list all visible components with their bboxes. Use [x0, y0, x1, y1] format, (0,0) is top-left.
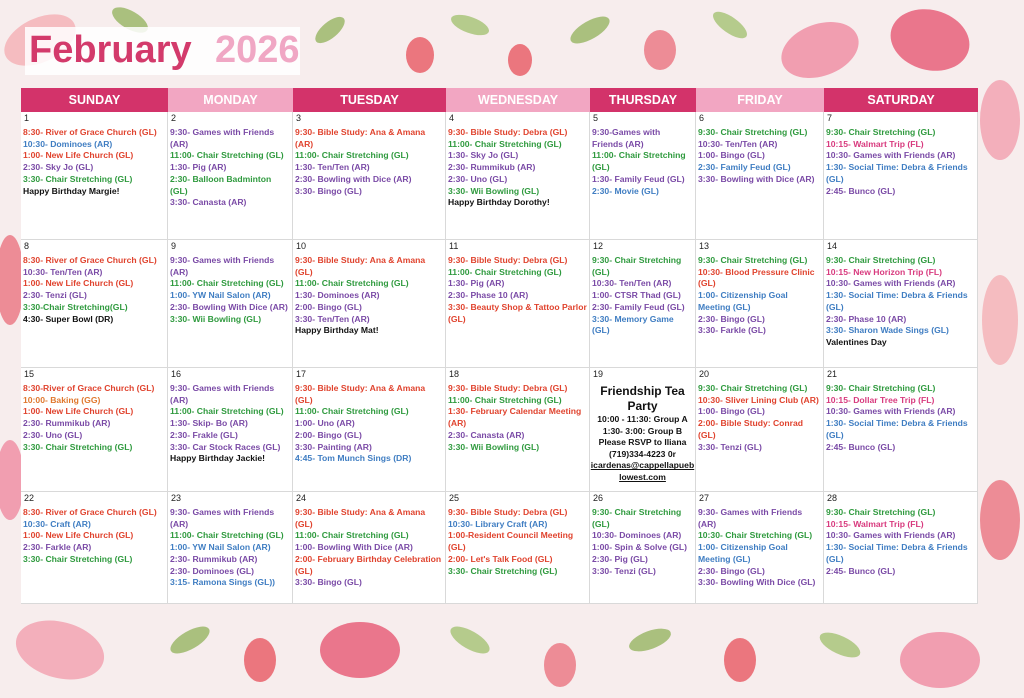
- day-number: 21: [827, 369, 838, 379]
- event-item: 1:30- Pig (AR): [448, 278, 505, 289]
- event-item: 9:30- Chair Stretching (GL): [592, 507, 682, 529]
- event-item: 1:00- Uno (AR): [295, 418, 355, 429]
- day-number: 2: [171, 113, 177, 123]
- event-item: 2:30- Dominoes (GL): [170, 565, 255, 576]
- event-list: [826, 383, 975, 453]
- event-item: 10:30- Sliver Lining Club (AR): [698, 394, 819, 405]
- event-item: 3:30- Ten/Ten (AR): [295, 313, 370, 324]
- day-cell: [21, 240, 168, 368]
- event-item: 2:30- Frakle (GL): [170, 429, 238, 440]
- day-number: 7: [827, 113, 833, 123]
- event-item: 2:30- Rummikub (AR): [448, 162, 536, 173]
- event-item: 10:30- Games with Friends (AR): [826, 530, 956, 541]
- day-number: 1: [24, 113, 30, 123]
- event-item: 3:30-Chair Stretching(GL): [23, 301, 128, 312]
- event-item: 1:00- Citizenship Goal Meeting (GL): [698, 542, 788, 564]
- event-list: [170, 507, 290, 589]
- event-list: [170, 255, 290, 325]
- event-item: 10:15- Walmart Trip (FL): [826, 138, 924, 149]
- event-item: 1:30- Social Time: Debra & Friends (GL): [826, 418, 968, 440]
- event-list: [23, 383, 165, 453]
- event-item: 3:30- Wii Bowling (GL): [170, 313, 262, 324]
- event-item: 2:00- February Birthday Celebration (GL): [295, 553, 442, 576]
- event-item: 1:00- Bingo (GL): [698, 150, 765, 161]
- event-detail-line: Please RSVP to Iliana: [598, 437, 687, 448]
- day-number: 28: [827, 493, 838, 503]
- event-item: 2:30- Uno (GL): [448, 173, 508, 184]
- event-item: 1:00- Citizenship Goal Meeting (GL): [698, 290, 788, 312]
- event-item: 1:30- Social Time: Debra & Friends (GL): [826, 162, 968, 184]
- day-number: 19: [593, 369, 604, 379]
- event-item: 3:30- Sharon Wade Sings (GL): [826, 325, 949, 336]
- event-list: [448, 383, 587, 453]
- day-cell: [446, 240, 590, 368]
- day-number: 5: [593, 113, 599, 123]
- event-item: 3:30- Painting (AR): [295, 441, 372, 452]
- event-item: 1:00- New Life Church (GL): [23, 530, 134, 541]
- event-item: 3:30- Chair Stretching (GL): [23, 173, 133, 184]
- event-item: 2:30- Bingo (GL): [698, 565, 765, 576]
- event-item: 2:45- Bunco (GL): [826, 441, 896, 452]
- event-item: 1:30- Skip- Bo (AR): [170, 418, 248, 429]
- day-number: 8: [24, 241, 30, 251]
- event-item: 9:30- Bible Study: Ana & Amana (GL): [295, 383, 426, 405]
- event-item: 1:00- Bowling With Dice (AR): [295, 542, 413, 553]
- friendship-tea-party-notice: [590, 384, 695, 484]
- event-list: [448, 127, 587, 209]
- weekday-header: FRIDAY: [696, 88, 824, 112]
- event-item: 1:30- Dominoes (AR): [295, 290, 380, 301]
- day-cell: [446, 492, 590, 604]
- event-list: [448, 507, 587, 577]
- day-number: 24: [296, 493, 307, 503]
- event-item: 10:15- Dollar Tree Trip (FL): [826, 394, 935, 405]
- event-item: 2:30- Tenzi (GL): [23, 290, 87, 301]
- day-cell: [824, 492, 978, 604]
- day-cell: [293, 112, 446, 240]
- event-item: 9:30- Chair Stretching (GL): [698, 383, 808, 393]
- day-cell: [824, 112, 978, 240]
- event-item: 1:00- New Life Church (GL): [23, 150, 134, 161]
- day-cell: [293, 492, 446, 604]
- event-list: [826, 255, 975, 349]
- event-item: 3:30- Bingo (GL): [295, 185, 362, 196]
- event-item: 10:30- Ten/Ten (AR): [698, 138, 778, 149]
- event-item: 10:30- Library Craft (AR): [448, 518, 548, 529]
- event-item: 9:30- Games with Friends (AR): [170, 507, 275, 529]
- event-list: [295, 255, 443, 337]
- day-cell: [696, 240, 824, 368]
- event-item: 11:00- Chair Stretching (GL): [295, 530, 409, 541]
- calendar-title: [25, 27, 300, 75]
- day-cell: [21, 492, 168, 604]
- event-detail-line: 10:00 - 11:30: Group A: [597, 414, 688, 424]
- event-item: 9:30- Chair Stretching (GL): [826, 383, 936, 393]
- event-item: 3:30- Tenzi (GL): [592, 565, 656, 576]
- event-item: 10:00- Baking (GG): [23, 394, 101, 405]
- event-item: 11:00- Chair Stretching (GL): [448, 266, 562, 277]
- rsvp-email-link[interactable]: icardenas@cappellapueblowest.com: [590, 460, 695, 482]
- event-item: 11:00- Chair Stretching (GL): [295, 150, 409, 161]
- day-cell: [696, 492, 824, 604]
- event-item: 2:30- Bowling With Dice (AR): [170, 301, 288, 312]
- event-item: 1:30- Sky Jo (GL): [448, 150, 519, 161]
- event-item: 2:30- Family Feud (GL): [592, 301, 685, 312]
- event-item: 11:00- Chair Stretching (GL): [170, 406, 284, 417]
- weekday-header: SATURDAY: [824, 88, 978, 112]
- event-list: [23, 127, 165, 197]
- event-list: [448, 255, 587, 325]
- event-item: 9:30- Games with Friends (AR): [170, 127, 275, 149]
- calendar-grid: [21, 88, 978, 604]
- event-item: 9:30- Chair Stretching (GL): [826, 507, 936, 517]
- event-list: [170, 127, 290, 209]
- event-item: 11:00- Chair Stretching (GL): [295, 278, 409, 289]
- event-item: 1:30- Social Time: Debra & Friends (GL): [826, 542, 968, 564]
- event-item: 2:30- Balloon Badminton (GL): [170, 173, 272, 196]
- event-list: [295, 383, 443, 465]
- month-label: February: [29, 29, 192, 71]
- event-item: 9:30- Bible Study: Ana & Amana (GL): [295, 507, 426, 529]
- event-item: 10:30- Games with Friends (AR): [826, 150, 956, 161]
- event-item: 9:30- Chair Stretching (GL): [826, 127, 936, 137]
- event-item: 2:00- Bingo (GL): [295, 429, 362, 440]
- weekday-header: SUNDAY: [21, 88, 168, 112]
- event-list: [23, 507, 165, 566]
- day-cell: [696, 368, 824, 492]
- event-item: 3:30- Chair Stretching (GL): [448, 565, 558, 576]
- day-cell: [168, 492, 293, 604]
- event-item: 1:30- Pig (AR): [170, 162, 227, 173]
- event-item: 3:30- Memory Game (GL): [592, 313, 674, 336]
- event-item: 1:00- New Life Church (GL): [23, 406, 134, 417]
- day-number: 14: [827, 241, 838, 251]
- event-item: Happy Birthday Dorothy!: [448, 197, 550, 208]
- event-detail-line: 1:30- 3:00: Group B: [602, 425, 683, 436]
- day-number: 11: [449, 241, 459, 251]
- event-list: [592, 507, 693, 577]
- day-number: 15: [24, 369, 35, 379]
- event-item: 2:30- Pig (GL): [592, 553, 648, 564]
- day-cell: [446, 112, 590, 240]
- event-item: 11:00- Chair Stretching (GL): [170, 530, 284, 541]
- event-item: 9:30- Bible Study: Debra (GL): [448, 383, 568, 393]
- day-cell: [446, 368, 590, 492]
- event-item: 3:30- Wii Bowling (GL): [448, 185, 540, 196]
- event-item: 8:30-River of Grace Church (GL): [23, 383, 155, 393]
- event-item: 9:30- Bible Study: Debra (GL): [448, 127, 568, 137]
- event-title: Friendship Tea Party: [600, 384, 685, 413]
- event-item: Valentines Day: [826, 336, 887, 347]
- day-cell: [168, 240, 293, 368]
- event-item: 10:30- Dominoes (AR): [23, 138, 113, 149]
- event-item: 9:30- Chair Stretching (GL): [592, 255, 682, 277]
- event-list: [698, 127, 821, 186]
- day-cell: [293, 240, 446, 368]
- event-item: 10:30- Ten/Ten (AR): [592, 278, 672, 289]
- event-item: 9:30- Bible Study: Ana & Amana (AR): [295, 127, 426, 149]
- event-item: 2:30- Bingo (GL): [698, 313, 765, 324]
- event-item: 2:30- Phase 10 (AR): [448, 290, 529, 301]
- event-item: 2:00- Let's Talk Food (GL): [448, 553, 553, 564]
- event-item: 1:00- Spin & Solve (GL): [592, 542, 688, 553]
- event-item: 9:30- Bible Study: Debra (GL): [448, 507, 568, 517]
- event-item: 10:15- Walmart Trip (FL): [826, 518, 924, 529]
- event-item: 3:30- Tenzi (GL): [698, 441, 762, 452]
- day-cell: [590, 112, 696, 240]
- event-detail-line: (719)334-4223 0r: [609, 448, 676, 459]
- event-item: 3:30- Chair Stretching (GL): [23, 441, 133, 452]
- event-item: 11:00- Chair Stretching (GL): [295, 406, 409, 417]
- event-item: 1:00- YW Nail Salon (AR): [170, 290, 271, 301]
- event-item: 2:30- Sky Jo (GL): [23, 162, 94, 173]
- event-item: 4:45- Tom Munch Sings (DR): [295, 453, 412, 464]
- day-number: 27: [699, 493, 710, 503]
- event-item: 3:30- Bowling with Dice (AR): [698, 173, 815, 184]
- event-list: [826, 507, 975, 577]
- event-list: [826, 127, 975, 197]
- day-cell: [590, 368, 696, 492]
- day-cell: [824, 368, 978, 492]
- event-item: 3:30- Car Stock Races (GL): [170, 441, 281, 452]
- day-number: 25: [449, 493, 460, 503]
- day-number: 12: [593, 241, 604, 251]
- event-item: 3:30- Farkle (GL): [698, 325, 766, 336]
- day-number: 26: [593, 493, 604, 503]
- event-item: 2:00- Bible Study: Conrad (GL): [698, 418, 804, 440]
- event-item: 3:30- Chair Stretching (GL): [23, 553, 133, 564]
- event-item: Happy Birthday Mat!: [295, 325, 379, 336]
- day-cell: [824, 240, 978, 368]
- event-item: 10:30- Craft (AR): [23, 518, 91, 529]
- event-item: 2:30- Rummikub (AR): [170, 553, 258, 564]
- day-cell: [696, 112, 824, 240]
- day-number: 22: [24, 493, 35, 503]
- event-list: [698, 507, 821, 589]
- event-item: 11:00- Chair Stretching (GL): [170, 150, 284, 161]
- event-item: 3:30- Canasta (AR): [170, 197, 247, 208]
- event-item: 10:30- Games with Friends (AR): [826, 406, 956, 417]
- event-item: 9:30-Games with Friends (AR): [592, 127, 661, 149]
- day-cell: [168, 112, 293, 240]
- day-cell: [293, 368, 446, 492]
- event-item: 2:30- Phase 10 (AR): [826, 313, 907, 324]
- event-item: 9:30- Chair Stretching (GL): [826, 255, 936, 265]
- day-number: 13: [699, 241, 710, 251]
- day-cell: [21, 112, 168, 240]
- event-item: 10:30- Chair Stretching (GL): [698, 530, 813, 541]
- event-item: 2:00- Bingo (GL): [295, 301, 362, 312]
- event-item: 2:45- Bunco (GL): [826, 565, 896, 576]
- event-item: 1:00- Bingo (GL): [698, 406, 765, 417]
- day-cell: [590, 492, 696, 604]
- event-item: 3:15- Ramona Sings (GL)): [170, 577, 276, 588]
- event-item: 9:30- Chair Stretching (GL): [698, 255, 808, 265]
- event-item: 2:30- Canasta (AR): [448, 429, 525, 440]
- event-item: 9:30- Games with Friends (AR): [170, 383, 275, 405]
- event-item: 11:00- Chair Stretching (GL): [448, 138, 562, 149]
- event-item: 2:30- Family Feud (GL): [698, 162, 791, 173]
- event-list: [170, 383, 290, 465]
- event-item: 2:30- Bowling with Dice (AR): [295, 173, 412, 184]
- event-item: Happy Birthday Margie!: [23, 185, 120, 196]
- event-item: 11:00- Chair Stretching (GL): [170, 278, 284, 289]
- event-item: 8:30- River of Grace Church (GL): [23, 127, 157, 137]
- event-item: 1:30- Social Time: Debra & Friends (GL): [826, 290, 968, 312]
- weekday-header: MONDAY: [168, 88, 293, 112]
- event-item: 10:30- Dominoes (AR): [592, 530, 682, 541]
- event-item: 11:00- Chair Stretching (GL): [592, 150, 686, 173]
- day-number: 17: [296, 369, 307, 379]
- event-list: [592, 127, 693, 197]
- event-item: 2:30- Uno (GL): [23, 429, 83, 440]
- event-item: 3:30- Beauty Shop & Tattoo Parlor (GL): [448, 301, 587, 324]
- event-item: 9:30- Games with Friends (AR): [698, 507, 803, 529]
- event-item: 2:30- Rummikub (AR): [23, 418, 111, 429]
- day-number: 4: [449, 113, 455, 123]
- event-item: 9:30- Chair Stretching (GL): [698, 127, 808, 137]
- weekday-header: WEDNESDAY: [446, 88, 590, 112]
- weekday-header: TUESDAY: [293, 88, 446, 112]
- event-item: 10:15- New Horizon Trip (FL): [826, 266, 943, 277]
- day-number: 20: [699, 369, 710, 379]
- day-cell: [21, 368, 168, 492]
- day-cell: [590, 240, 696, 368]
- event-item: 9:30- Bible Study: Ana & Amana (GL): [295, 255, 426, 277]
- event-item: 2:30- Movie (GL): [592, 185, 659, 196]
- day-number: 18: [449, 369, 460, 379]
- event-item: 1:00- CTSR Thad (GL): [592, 290, 681, 301]
- event-item: 1:30- Family Feud (GL): [592, 173, 685, 184]
- event-item: 1:30- February Calendar Meeting (AR): [448, 406, 582, 429]
- event-item: 1:30- Ten/Ten (AR): [295, 162, 370, 173]
- event-item: 9:30- Bible Study: Debra (GL): [448, 255, 568, 265]
- event-item: 2:45- Bunco (GL): [826, 185, 896, 196]
- event-item: 1:00-Resident Council Meeting (GL): [448, 530, 574, 553]
- event-list: [698, 255, 821, 337]
- day-number: 16: [171, 369, 182, 379]
- event-item: 11:00- Chair Stretching (GL): [448, 394, 562, 405]
- event-item: 4:30- Super Bowl (DR): [23, 313, 114, 324]
- event-item: 1:00- YW Nail Salon (AR): [170, 542, 271, 553]
- event-item: 3:30- Bingo (GL): [295, 577, 362, 588]
- event-list: [295, 507, 443, 589]
- event-item: 9:30- Games with Friends (AR): [170, 255, 275, 277]
- event-list: [23, 255, 165, 325]
- event-item: 10:30- Ten/Ten (AR): [23, 266, 103, 277]
- event-item: 3:30- Bowling With Dice (GL): [698, 577, 816, 588]
- event-item: Happy Birthday Jackie!: [170, 453, 266, 464]
- day-number: 3: [296, 113, 302, 123]
- year-label: 2026: [215, 29, 300, 71]
- event-list: [698, 383, 821, 453]
- day-number: 9: [171, 241, 177, 251]
- event-item: 2:30- Farkle (AR): [23, 542, 92, 553]
- event-item: 3:30- Wii Bowling (GL): [448, 441, 540, 452]
- event-item: 10:30- Games with Friends (AR): [826, 278, 956, 289]
- event-item: 10:30- Blood Pressure Clinic (GL): [698, 266, 815, 289]
- event-list: [295, 127, 443, 197]
- event-item: 8:30- River of Grace Church (GL): [23, 507, 157, 517]
- event-list: [592, 255, 693, 337]
- day-number: 23: [171, 493, 182, 503]
- day-number: 10: [296, 241, 307, 251]
- event-item: 8:30- River of Grace Church (GL): [23, 255, 157, 265]
- weekday-header: THURSDAY: [590, 88, 696, 112]
- day-cell: [168, 368, 293, 492]
- event-item: 1:00- New Life Church (GL): [23, 278, 134, 289]
- day-number: 6: [699, 113, 705, 123]
